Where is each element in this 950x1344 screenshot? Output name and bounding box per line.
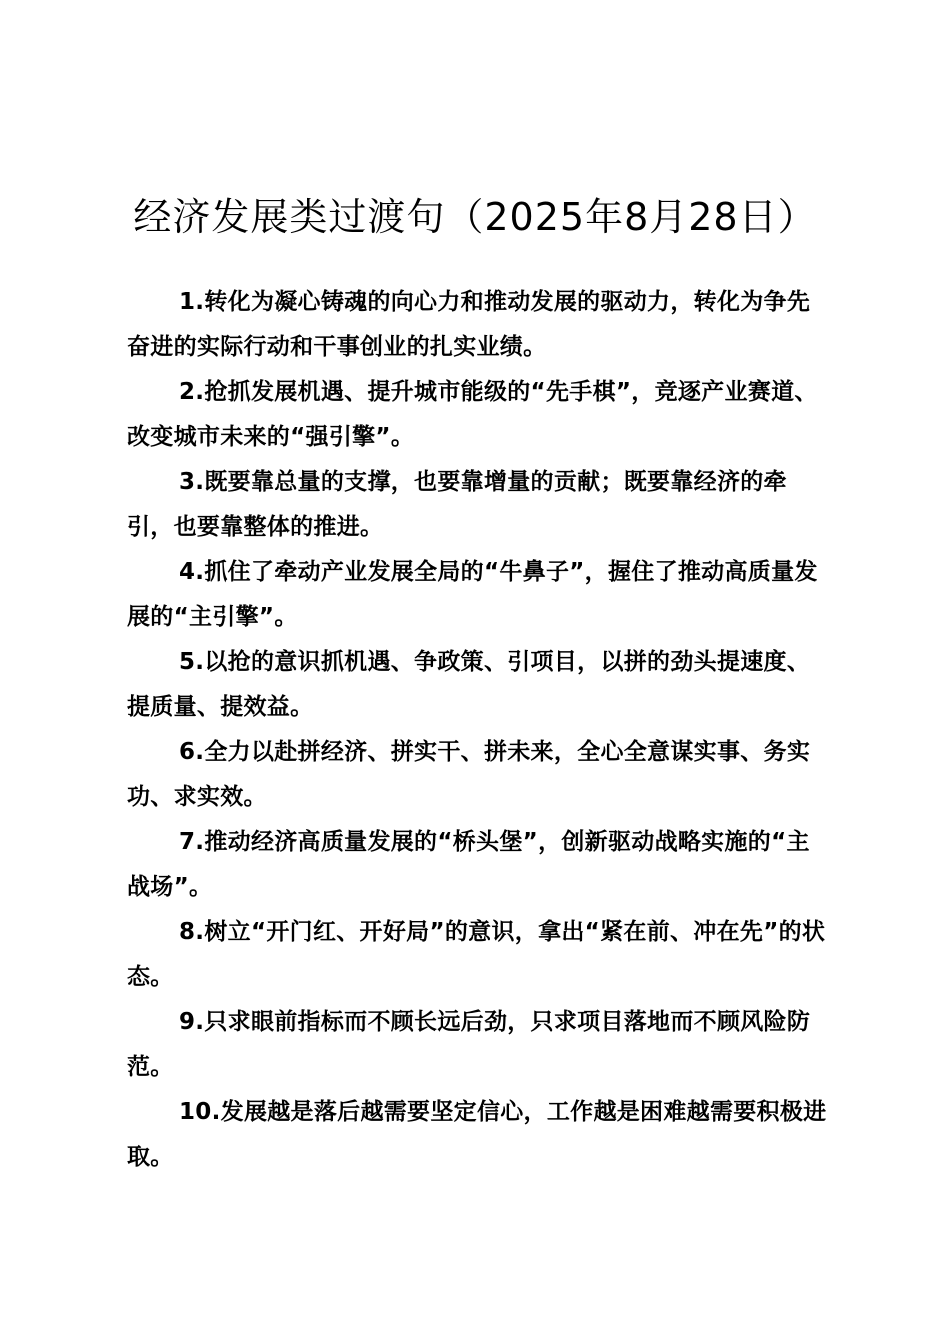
- list-item-7: 7.推动经济高质量发展的“桥头堡”，创新驱动战略实施的“主战场”。: [127, 829, 810, 900]
- document-title: 经济发展类过渡句（2025年8月28日）: [133, 195, 817, 240]
- list-item-8: 8.树立“开门红、开好局”的意识，拿出“紧在前、冲在先”的状态。: [127, 919, 826, 990]
- list-item-10: 10.发展越是落后越需要坚定信心，工作越是困难越需要积极进取。: [127, 1099, 827, 1170]
- list-item-4: 4.抓住了牵动产业发展全局的“牛鼻子”，握住了推动高质量发展的“主引擎”。: [127, 559, 818, 630]
- list-item-1: 1.转化为凝心铸魂的向心力和推动发展的驱动力，转化为争先奋进的实际行动和干事创业的扎实业绩。: [127, 289, 811, 360]
- list-item-5: 5.以抢的意识抓机遇、争政策、引项目，以拼的劲头提速度、提质量、提效益。: [127, 649, 811, 720]
- list-item-6: 6.全力以赴拼经济、拼实干、拼未来，全心全意谋实事、务实功、求实效。: [127, 739, 811, 810]
- list-item-2: 2.抢抓发展机遇、提升城市能级的“先手棋”，竞逐产业赛道、改变城市未来的“强引擎”。: [127, 379, 818, 450]
- transition-sentence-list: [127, 280, 832, 1180]
- list-item-9: 9.只求眼前指标而不顾长远后劲，只求项目落地而不顾风险防范。: [127, 1009, 811, 1080]
- list-item-3: 3.既要靠总量的支撑，也要靠增量的贡献；既要靠经济的牵引，也要靠整体的推进。: [127, 469, 787, 540]
